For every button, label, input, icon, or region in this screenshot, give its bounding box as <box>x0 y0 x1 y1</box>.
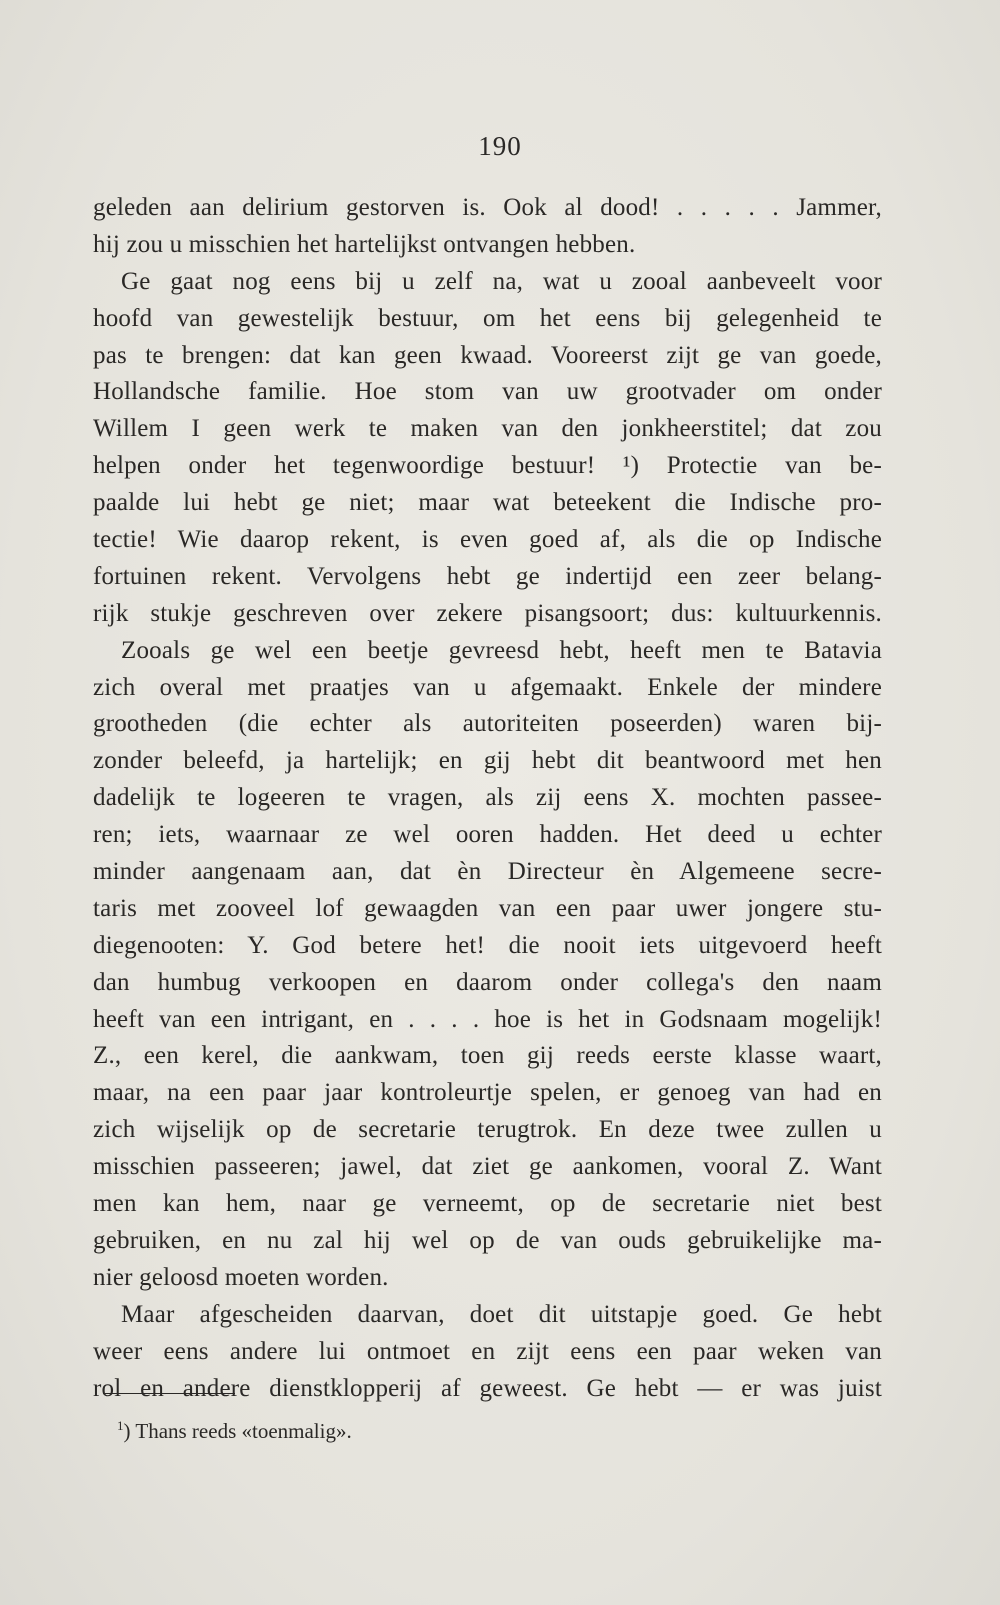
text-line: diegenooten: Y. God betere het! die nooit iets uitgevoerd heeft <box>93 931 882 959</box>
text-line: Zooals ge wel een beetje gevreesd hebt, heeft men te Batavia <box>121 636 882 664</box>
text-line: minder aangenaam aan, dat èn Directeur èn Algemeene secre- <box>93 858 882 886</box>
text-line: misschien passeeren; jawel, dat ziet ge aankomen, vooral Z. Want <box>93 1153 882 1181</box>
body-text <box>93 190 882 1407</box>
text-line: hoofd van gewestelijk bestuur, om het eens bij gelegenheid te <box>93 304 882 332</box>
text-line: zich overal met praatjes van u afgemaakt. Enkele der mindere <box>93 673 882 701</box>
footnote <box>117 1412 352 1445</box>
text-line: ren; iets, waarnaar ze wel ooren hadden. Het deed u echter <box>93 821 882 849</box>
footnote-divider <box>103 1393 235 1394</box>
page-number: 190 <box>478 131 522 161</box>
text-line: heeft van een intrigant, en . . . . hoe is het in Godsnaam mogelijk! <box>93 1005 882 1033</box>
text-line: maar, na een paar jaar kontroleurtje spelen, er genoeg van had en <box>93 1079 882 1107</box>
text-line: pas te brengen: dat kan geen kwaad. Vooreerst zijt ge van goede, <box>93 341 882 369</box>
text-line: Hollandsche familie. Hoe stom van uw grootvader om onder <box>93 378 882 406</box>
text-line: Ge gaat nog eens bij u zelf na, wat u zooal aanbeveelt voor <box>121 267 882 295</box>
text-line: zich wijselijk op de secretarie terugtrok. En deze twee zullen u <box>93 1116 882 1144</box>
text-line: zonder beleefd, ja hartelijk; en gij hebt dit beantwoord met hen <box>93 747 882 775</box>
text-line: Z., een kerel, die aankwam, toen gij reeds eerste klasse waart, <box>93 1042 882 1070</box>
text-line: hij zou u misschien het hartelijkst ontvangen hebben. <box>93 230 636 258</box>
text-line: taris met zooveel lof gewaagden van een paar uwer jongere stu- <box>93 894 882 922</box>
text-line: Willem I geen werk te maken van den jonkheerstitel; dat zou <box>93 415 882 443</box>
text-line: men kan hem, naar ge verneemt, op de secretarie niet best <box>93 1190 882 1218</box>
text-line: dadelijk te logeeren te vragen, als zij eens X. mochten passee- <box>93 784 882 812</box>
text-line: rol en andere dienstklopperij af geweest. Ge hebt — er was juist <box>93 1374 882 1402</box>
footnote-marker: 1 <box>117 1418 124 1433</box>
text-line: grootheden (die echter als autoriteiten poseerden) waren bij- <box>93 710 882 738</box>
text-line: rijk stukje geschreven over zekere pisangsoort; dus: kultuurkennis. <box>93 599 882 627</box>
text-line: Maar afgescheiden daarvan, doet dit uitstapje goed. Ge hebt <box>121 1300 882 1328</box>
text-line: dan humbug verkoopen en daarom onder collega's den naam <box>93 968 882 996</box>
text-line: geleden aan delirium gestorven is. Ook al dood! . . . . . Jammer, <box>93 194 882 221</box>
text-line: tectie! Wie daarop rekent, is even goed af, als die op Indische <box>93 526 882 554</box>
footnote-text: ) Thans reeds «toenmalig». <box>123 1419 352 1443</box>
text-line: weer eens andere lui ontmoet en zijt eens een paar weken van <box>93 1337 882 1365</box>
text-line: fortuinen rekent. Vervolgens hebt ge indertijd een zeer belang- <box>93 562 882 590</box>
text-line: helpen onder het tegenwoordige bestuur! ¹) Protectie van be- <box>93 452 882 480</box>
text-line: gebruiken, en nu zal hij wel op de van ouds gebruikelijke ma- <box>93 1226 882 1254</box>
text-line: nier geloosd moeten worden. <box>93 1263 389 1291</box>
text-line: paalde lui hebt ge niet; maar wat beteekent die Indische pro- <box>93 489 882 517</box>
